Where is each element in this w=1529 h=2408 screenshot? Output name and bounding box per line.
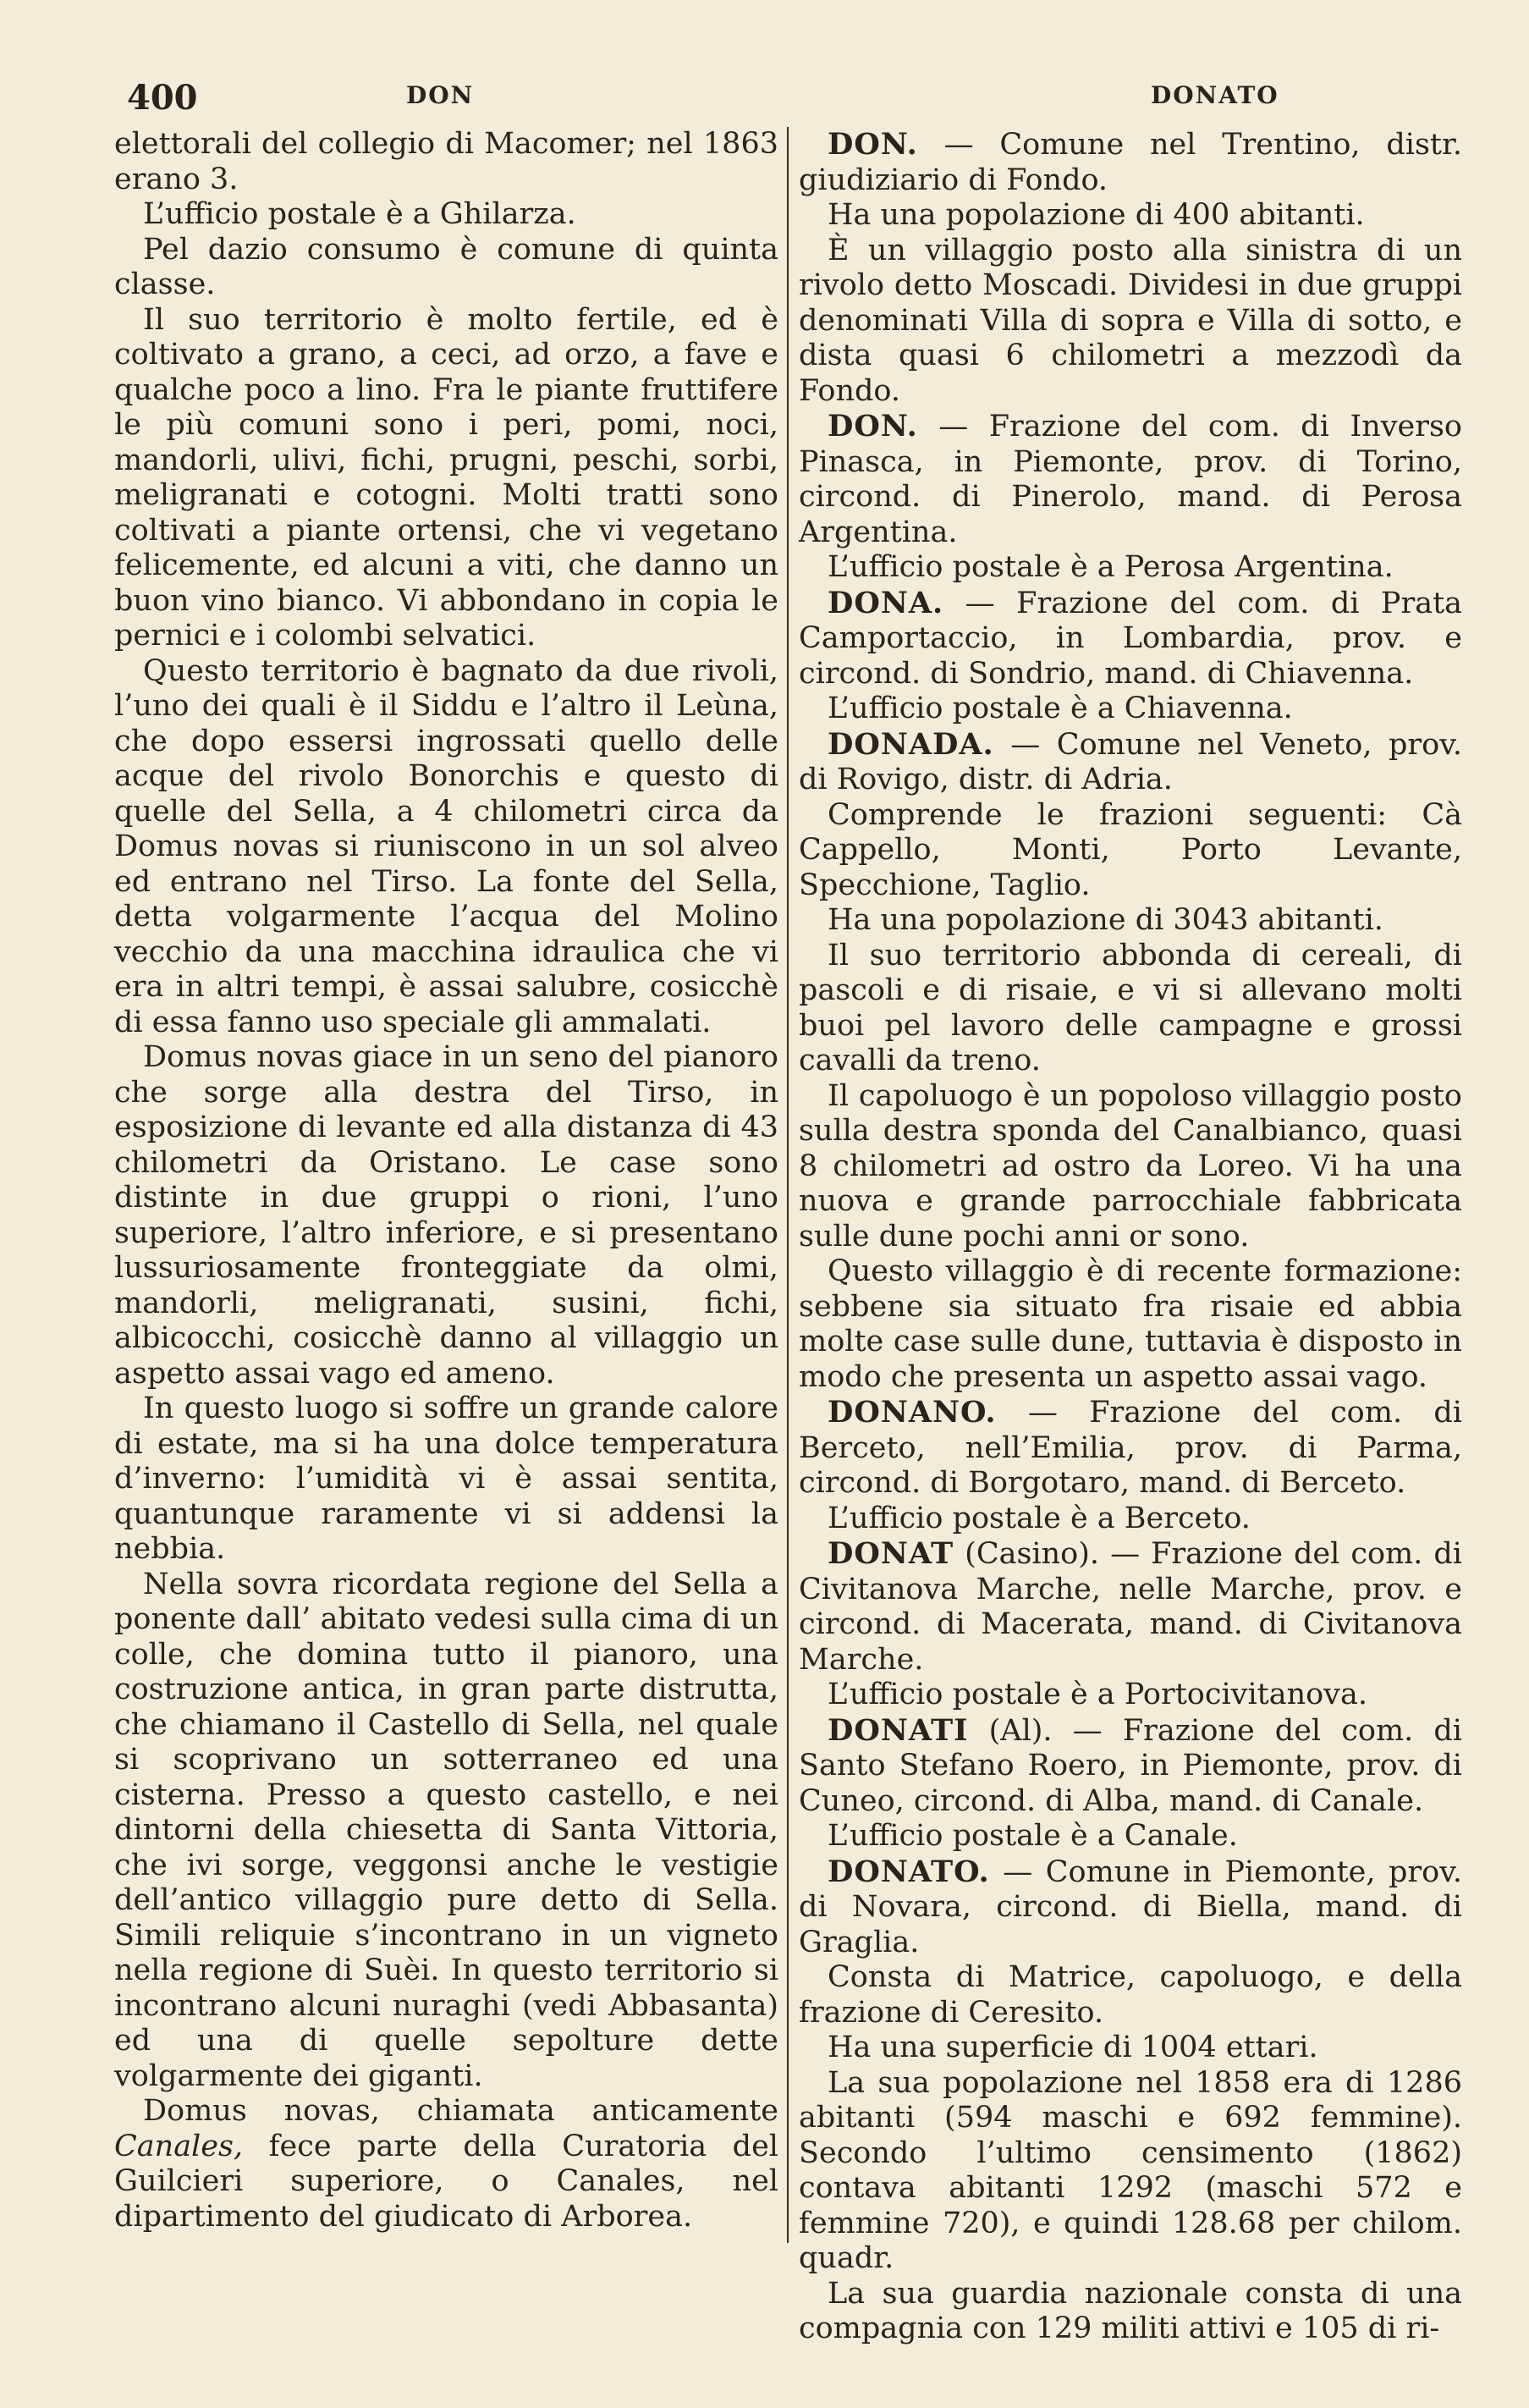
- paragraph-text: Nella sovra ricordata regione del Sella a ponente dall’ abitato vedesi sulla cima di un colle, che domina tutto il pianoro, una costruzione antica, in gran parte distrutta, che chiamano il Castello di Sella, nel quale si scoprivano un sotterraneo ed una cisterna. Presso a questo castello, e nei dintorni della chiesetta di Santa Vittoria, che ivi sorge, veggonsi anche le vestigie dell’antico villaggio pure detto di Sella. Simili reliquie s’incontrano in un vigneto nella regione di Suèi. In questo territorio si incontrano alcuni nuraghi (vedi Abbasanta) ed una di quelle sepolture dette volgarmente dei giganti.: [114, 1567, 778, 2093]
- entry-paragraph: [799, 1854, 1462, 1961]
- paragraph: [799, 798, 1462, 904]
- entry-paragraph: [799, 409, 1462, 550]
- paragraph-text: Domus novas giace in un seno del pianoro che sorge alla destra del Tirso, in esposizione di levante ed alla distanza di 43 chilometri da Oristano. Le case sono distinte in due gruppi o rioni, l’uno superiore, l’altro inferiore, e si presentano lussuriosamente fronteggiate da olmi, mandorli, meligranati, susini, fichi, albicocchi, cosicchè danno al villaggio un aspetto assai vago ed ameno.: [114, 1040, 778, 1391]
- entry-paragraph: [799, 727, 1462, 798]
- paragraph-text: Il suo territorio abbonda di cereali, di pascoli e di risaie, e vi si allevano molti buoi pel lavoro delle campagne e grossi cavalli da treno.: [799, 938, 1462, 1077]
- paragraph: [799, 1502, 1462, 1537]
- entry-paragraph: [799, 586, 1462, 692]
- paragraph: [799, 1819, 1462, 1854]
- paragraph-text: Ha una popolazione di 3043 abitanti.: [828, 903, 1383, 937]
- paragraph: [799, 1678, 1462, 1713]
- paragraph: [799, 198, 1462, 234]
- paragraph: [114, 233, 778, 303]
- paragraph-text: La sua popolazione nel 1858 era di 1286 abitanti (594 maschi e 692 femmine). Secondo l’ultimo censimento (1862) contava abitanti 1292 (maschi 572 e femmine 720), e quindi 128.68 per chilom. quadr.: [799, 2065, 1462, 2275]
- paragraph-text: L’ufficio postale è a Berceto.: [828, 1501, 1251, 1535]
- paragraph-text: — Frazione del com. di Inverso Pinasca, in Piemonte, prov. di Torino, circond. di Pinerolo, mand. di Perosa Argentina.: [799, 410, 1462, 549]
- entry-paragraph: [799, 127, 1462, 198]
- paragraph: [114, 654, 778, 1041]
- paragraph: [799, 2277, 1462, 2347]
- page-header: [127, 78, 1447, 124]
- paragraph: [799, 550, 1462, 586]
- paragraph-text: — Comune nel Veneto, prov. di Rovigo, distr. di Adria.: [799, 727, 1462, 796]
- paragraph-text: elettorali del collegio di Macomer; nel 1863 erano 3.: [114, 127, 778, 196]
- paragraph-text: Il suo territorio è molto fertile, ed è coltivato a grano, a ceci, ad orzo, a fave e qualche poco a lino. Fra le piante fruttifere le più comuni sono i peri, pomi, noci, mandorli, ulivi, fichi, prugni, peschi, sorbi, meligranati e cotogni. Molti tratti sono coltivati a piante ortensi, che vi vegetano felicemente, ed alcuni a viti, che danno un buon vino bianco. Vi abbondano in copia le pernici e i colombi selvatici.: [114, 302, 778, 653]
- paragraph-text: La sua guardia nazionale consta di una compagnia con 129 militi attivi e 105 di ri-: [799, 2276, 1462, 2345]
- paragraph: [114, 1040, 778, 1391]
- paragraph: [114, 197, 778, 233]
- paragraph-text: — Comune in Piemonte, prov. di Novara, circond. di Biella, mand. di Graglia.: [799, 1854, 1462, 1959]
- column-divider: [787, 127, 789, 2243]
- paragraph-text: L’ufficio postale è a Perosa Argentina.: [828, 550, 1394, 584]
- paragraph: [114, 303, 778, 654]
- paragraph: [799, 2066, 1462, 2277]
- right-running-head: DONATO: [1151, 81, 1279, 109]
- paragraph-text: (Casino). — Frazione del com. di Civitanova Marche, nelle Marche, prov. e circond. di Macerata, mand. di Civitanova Marche.: [799, 1537, 1462, 1677]
- paragraph-text: Questo villaggio è di recente formazione: sebbene sia situato fra risaie ed abbia molte case sulle dune, tuttavia è disposto in modo che presenta un aspetto assai vago.: [799, 1254, 1462, 1394]
- entry-headword: DONADA.: [828, 726, 994, 762]
- paragraph: [799, 1960, 1462, 2031]
- entry-headword: DONANO.: [828, 1395, 997, 1430]
- paragraph-text: In questo luogo si soffre un grande calore di estate, ma si ha una dolce temperatura d’inverno: l’umidità vi è assai sentita, quantunque raramente vi si addensi la nebbia.: [114, 1391, 778, 1566]
- paragraph: [114, 1568, 778, 2095]
- paragraph-text: Ha una popolazione di 400 abitanti.: [828, 198, 1365, 232]
- paragraph: [114, 127, 778, 197]
- paragraph-text: L’ufficio postale è a Portocivitanova.: [828, 1678, 1367, 1711]
- entry-paragraph: [799, 1536, 1462, 1678]
- paragraph-text: L’ufficio postale è a Chiavenna.: [828, 692, 1293, 725]
- right-column: [799, 127, 1462, 2347]
- entry-paragraph: [799, 1395, 1462, 1502]
- italic-term: Canales,: [114, 2129, 244, 2163]
- paragraph-text: È un villaggio posto alla sinistra di un rivolo detto Moscadi. Dividesi in due gruppi denominati Villa di sopra e Villa di sotto, e dista quasi 6 chilometri a mezzodì da Fondo.: [799, 233, 1462, 408]
- entry-headword: DONAT: [828, 1536, 954, 1571]
- paragraph-text: Pel dazio consumo è comune di quinta classe.: [114, 232, 778, 301]
- paragraph-text: Comprende le frazioni seguenti: Cà Cappello, Monti, Porto Levante, Specchione, Taglio.: [799, 797, 1462, 902]
- paragraph-text: — Comune nel Trentino, distr. giudiziario di Fondo.: [799, 128, 1462, 197]
- paragraph-text: — Frazione del com. di Berceto, nell’Emilia, prov. di Parma, circond. di Borgotaro, mand. di Berceto.: [799, 1396, 1462, 1500]
- paragraph-text: Domus novas, chiamata anticamente: [143, 2094, 778, 2128]
- paragraph-text-after: fece parte della Curatoria del Guilcieri superiore, o Canales, nel dipartimento del giudicato di Arborea.: [114, 2129, 778, 2234]
- paragraph: [799, 234, 1462, 410]
- entry-headword: DON.: [828, 409, 918, 444]
- paragraph-text: — Frazione del com. di Prata Camportaccio, in Lombardia, prov. e circond. di Sondrio, mand. di Chiavenna.: [799, 586, 1462, 691]
- paragraph-text: Il capoluogo è un popoloso villaggio posto sulla destra sponda del Canalbianco, quasi 8 chilometri ad ostro da Loreo. Vi ha una nuova e grande parrocchiale fabbricata sulle dune pochi anni or sono.: [799, 1078, 1462, 1254]
- entry-paragraph: [799, 1713, 1462, 1820]
- paragraph-text: Consta di Matrice, capoluogo, e della frazione di Ceresito.: [799, 1960, 1462, 2030]
- paragraph: [799, 1254, 1462, 1395]
- paragraph-text: Questo territorio è bagnato da due rivoli, l’uno dei quali è il Siddu e l’altro il Leùna, che dopo essersi ingrossati quello delle acque del rivolo Bonorchis e questo di quelle del Sella, a 4 chilometri circa da Domus novas si riuniscono in un sol alveo ed entrano nel Tirso. La fonte del Sella, detta volgarmente l’acqua del Molino vecchio da una macchina idraulica che vi era in altri tempi, è assai salubre, cosicchè di essa fanno uso speciale gli ammalati.: [114, 653, 778, 1039]
- left-column: [114, 127, 778, 2234]
- entry-headword: DONATO.: [828, 1854, 990, 1889]
- paragraph: [114, 2094, 778, 2234]
- paragraph-text: (Al). — Frazione del com. di Santo Stefano Roero, in Piemonte, prov. di Cuneo, circond. di Alba, mand. di Canale.: [799, 1713, 1462, 1818]
- paragraph-text: L’ufficio postale è a Canale.: [828, 1819, 1238, 1853]
- paragraph-text: L’ufficio postale è a Ghilarza.: [143, 197, 576, 231]
- entry-headword: DONA.: [828, 585, 944, 620]
- left-running-head: DON: [406, 81, 475, 109]
- paragraph: [114, 1391, 778, 1568]
- paragraph: [799, 939, 1462, 1079]
- paragraph: [799, 692, 1462, 727]
- paragraph-text: Ha una superficie di 1004 ettari.: [828, 2031, 1318, 2064]
- paragraph: [799, 1079, 1462, 1255]
- paragraph: [799, 2031, 1462, 2066]
- paragraph: [799, 903, 1462, 939]
- page-number: 400: [127, 78, 198, 118]
- entry-headword: DON.: [828, 127, 918, 162]
- entry-headword: DONATI: [828, 1712, 969, 1748]
